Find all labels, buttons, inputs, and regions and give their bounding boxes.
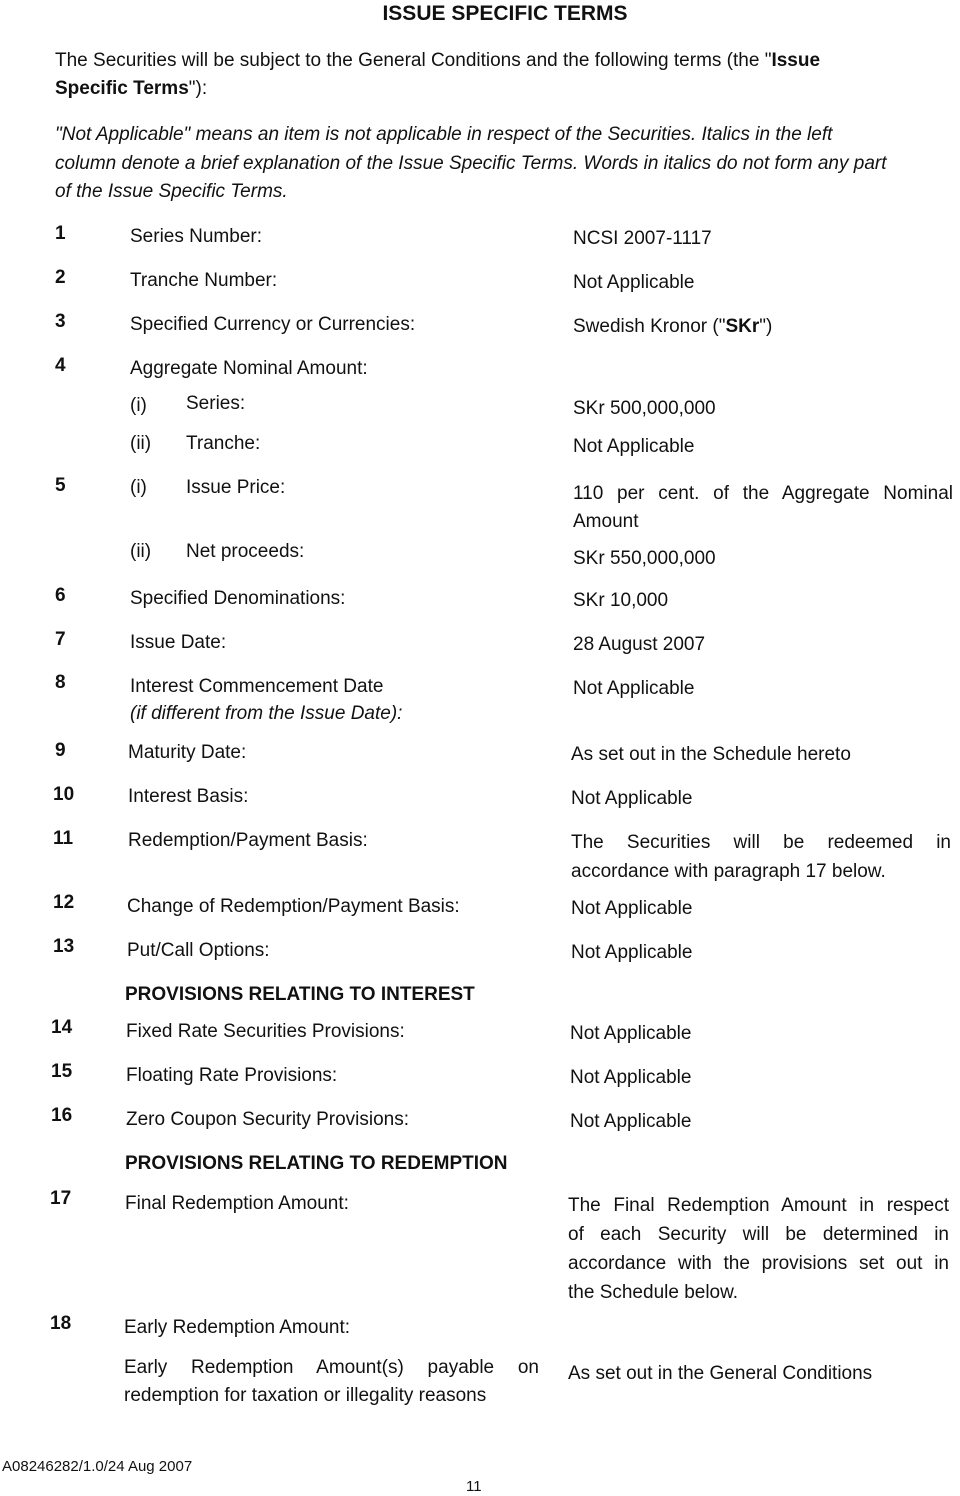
sub-item-marker: (i) (130, 395, 147, 416)
item-label: Aggregate Nominal Amount: (130, 358, 368, 379)
item-value-line-3: accordance with the provisions set out in (568, 1253, 949, 1274)
sub-item-label: Issue Price: (186, 477, 286, 498)
item-label: Tranche Number: (130, 270, 278, 291)
item-number: 15 (51, 1061, 73, 1082)
item-value: Not Applicable (573, 272, 695, 293)
item-number: 14 (51, 1017, 73, 1038)
sub-item-label: Net proceeds: (186, 541, 305, 562)
intro-bold-term: Issue (771, 50, 821, 71)
item-value-line-2: accordance with paragraph 17 below. (571, 861, 886, 882)
item-number: 10 (53, 784, 75, 805)
item-value: Not Applicable (571, 788, 693, 809)
item-label: Change of Redemption/Payment Basis: (127, 896, 460, 917)
item-label: Early Redemption Amount: (124, 1317, 351, 1338)
item-number: 16 (51, 1105, 73, 1126)
item-value-line-4: the Schedule below. (568, 1282, 739, 1303)
sub-item-label: Tranche: (186, 433, 261, 454)
item-value: Not Applicable (570, 1023, 692, 1044)
item-number: 17 (50, 1188, 72, 1209)
item-value: Not Applicable (570, 1067, 692, 1088)
document-reference: A08246282/1.0/24 Aug 2007 (2, 1458, 193, 1475)
sub-item-label-line-1: Early Redemption Amount(s) payable on (124, 1357, 539, 1378)
intro-italic-line-3: of the Issue Specific Terms. (55, 181, 288, 202)
page-title: ISSUE SPECIFIC TERMS (382, 2, 628, 25)
item-number: 18 (50, 1313, 72, 1334)
intro-line-1 (55, 50, 820, 72)
item-number: 11 (53, 828, 74, 849)
item-label: Final Redemption Amount: (125, 1193, 349, 1214)
sub-item-label-line-2: redemption for taxation or illegality reasons (124, 1385, 487, 1406)
item-label: Series Number: (130, 226, 262, 247)
item-number: 8 (55, 672, 66, 693)
sub-item-marker: (ii) (130, 541, 152, 562)
item-number: 1 (55, 223, 66, 244)
intro-italic-line-2: column denote a brief explanation of the Issue Specific Terms. Words in italics do not form any part (55, 153, 887, 174)
item-value: 28 August 2007 (573, 634, 706, 655)
item-value: Not Applicable (571, 898, 693, 919)
item-label: Interest Commencement Date (130, 676, 384, 697)
section-heading-interest: PROVISIONS RELATING TO INTEREST (125, 984, 475, 1005)
item-value-line-1: The Final Redemption Amount in respect (568, 1195, 949, 1216)
item-number: 9 (55, 740, 66, 761)
item-label: Zero Coupon Security Provisions: (126, 1109, 410, 1130)
intro-text: "): (188, 78, 208, 99)
intro-text: The Securities will be subject to the General Conditions and the following terms (the " (55, 50, 772, 71)
item-label: Redemption/Payment Basis: (128, 830, 368, 851)
sub-item-value-line-2: Amount (573, 511, 639, 532)
sub-item-marker: (ii) (130, 433, 152, 454)
sub-item-value: Not Applicable (573, 436, 695, 457)
value-text: Swedish Kronor (" (573, 316, 726, 337)
item-value: Not Applicable (570, 1111, 692, 1132)
value-bold-term: SKr (725, 316, 760, 337)
intro-line-2 (55, 78, 207, 100)
item-value: SKr 10,000 (573, 590, 669, 611)
item-number: 13 (53, 936, 75, 957)
item-value-line-1: The Securities will be redeemed in (571, 832, 951, 853)
item-value: Not Applicable (573, 678, 695, 699)
section-heading-redemption: PROVISIONS RELATING TO REDEMPTION (125, 1153, 508, 1174)
intro-bold-term: Specific Terms (55, 78, 189, 99)
item-label: Floating Rate Provisions: (126, 1065, 338, 1086)
item-label: Maturity Date: (128, 742, 247, 763)
sub-item-value: SKr 550,000,000 (573, 548, 716, 569)
item-label: Issue Date: (130, 632, 227, 653)
sub-item-label: Series: (186, 393, 246, 414)
item-value-line-2: of each Security will be determined in (568, 1224, 949, 1245)
value-text: ") (759, 316, 773, 337)
sub-item-marker: (i) (130, 477, 147, 498)
item-number: 4 (55, 355, 66, 376)
item-label: Fixed Rate Securities Provisions: (126, 1021, 405, 1042)
item-value: As set out in the Schedule hereto (571, 744, 851, 765)
sub-item-value-line-1: 110 per cent. of the Aggregate Nominal (573, 483, 953, 504)
page-number: 11 (466, 1478, 482, 1495)
item-label: Put/Call Options: (127, 940, 270, 961)
item-number: 6 (55, 585, 66, 606)
sub-item-value: SKr 500,000,000 (573, 398, 716, 419)
item-label: Specified Currency or Currencies: (130, 314, 416, 335)
item-value: NCSI 2007-1117 (573, 228, 712, 249)
intro-italic-line-1: "Not Applicable" means an item is not applicable in respect of the Securities. Italics in the left (55, 124, 833, 145)
item-value: As set out in the General Conditions (568, 1363, 873, 1384)
item-number: 3 (55, 311, 66, 332)
item-number: 12 (53, 892, 75, 913)
item-value: Not Applicable (571, 942, 693, 963)
item-label: Interest Basis: (128, 786, 249, 807)
item-number: 5 (55, 475, 66, 496)
item-value (573, 316, 772, 338)
item-label: Specified Denominations: (130, 588, 346, 609)
item-label-note: (if different from the Issue Date): (130, 703, 403, 724)
item-number: 2 (55, 267, 66, 288)
item-number: 7 (55, 629, 66, 650)
